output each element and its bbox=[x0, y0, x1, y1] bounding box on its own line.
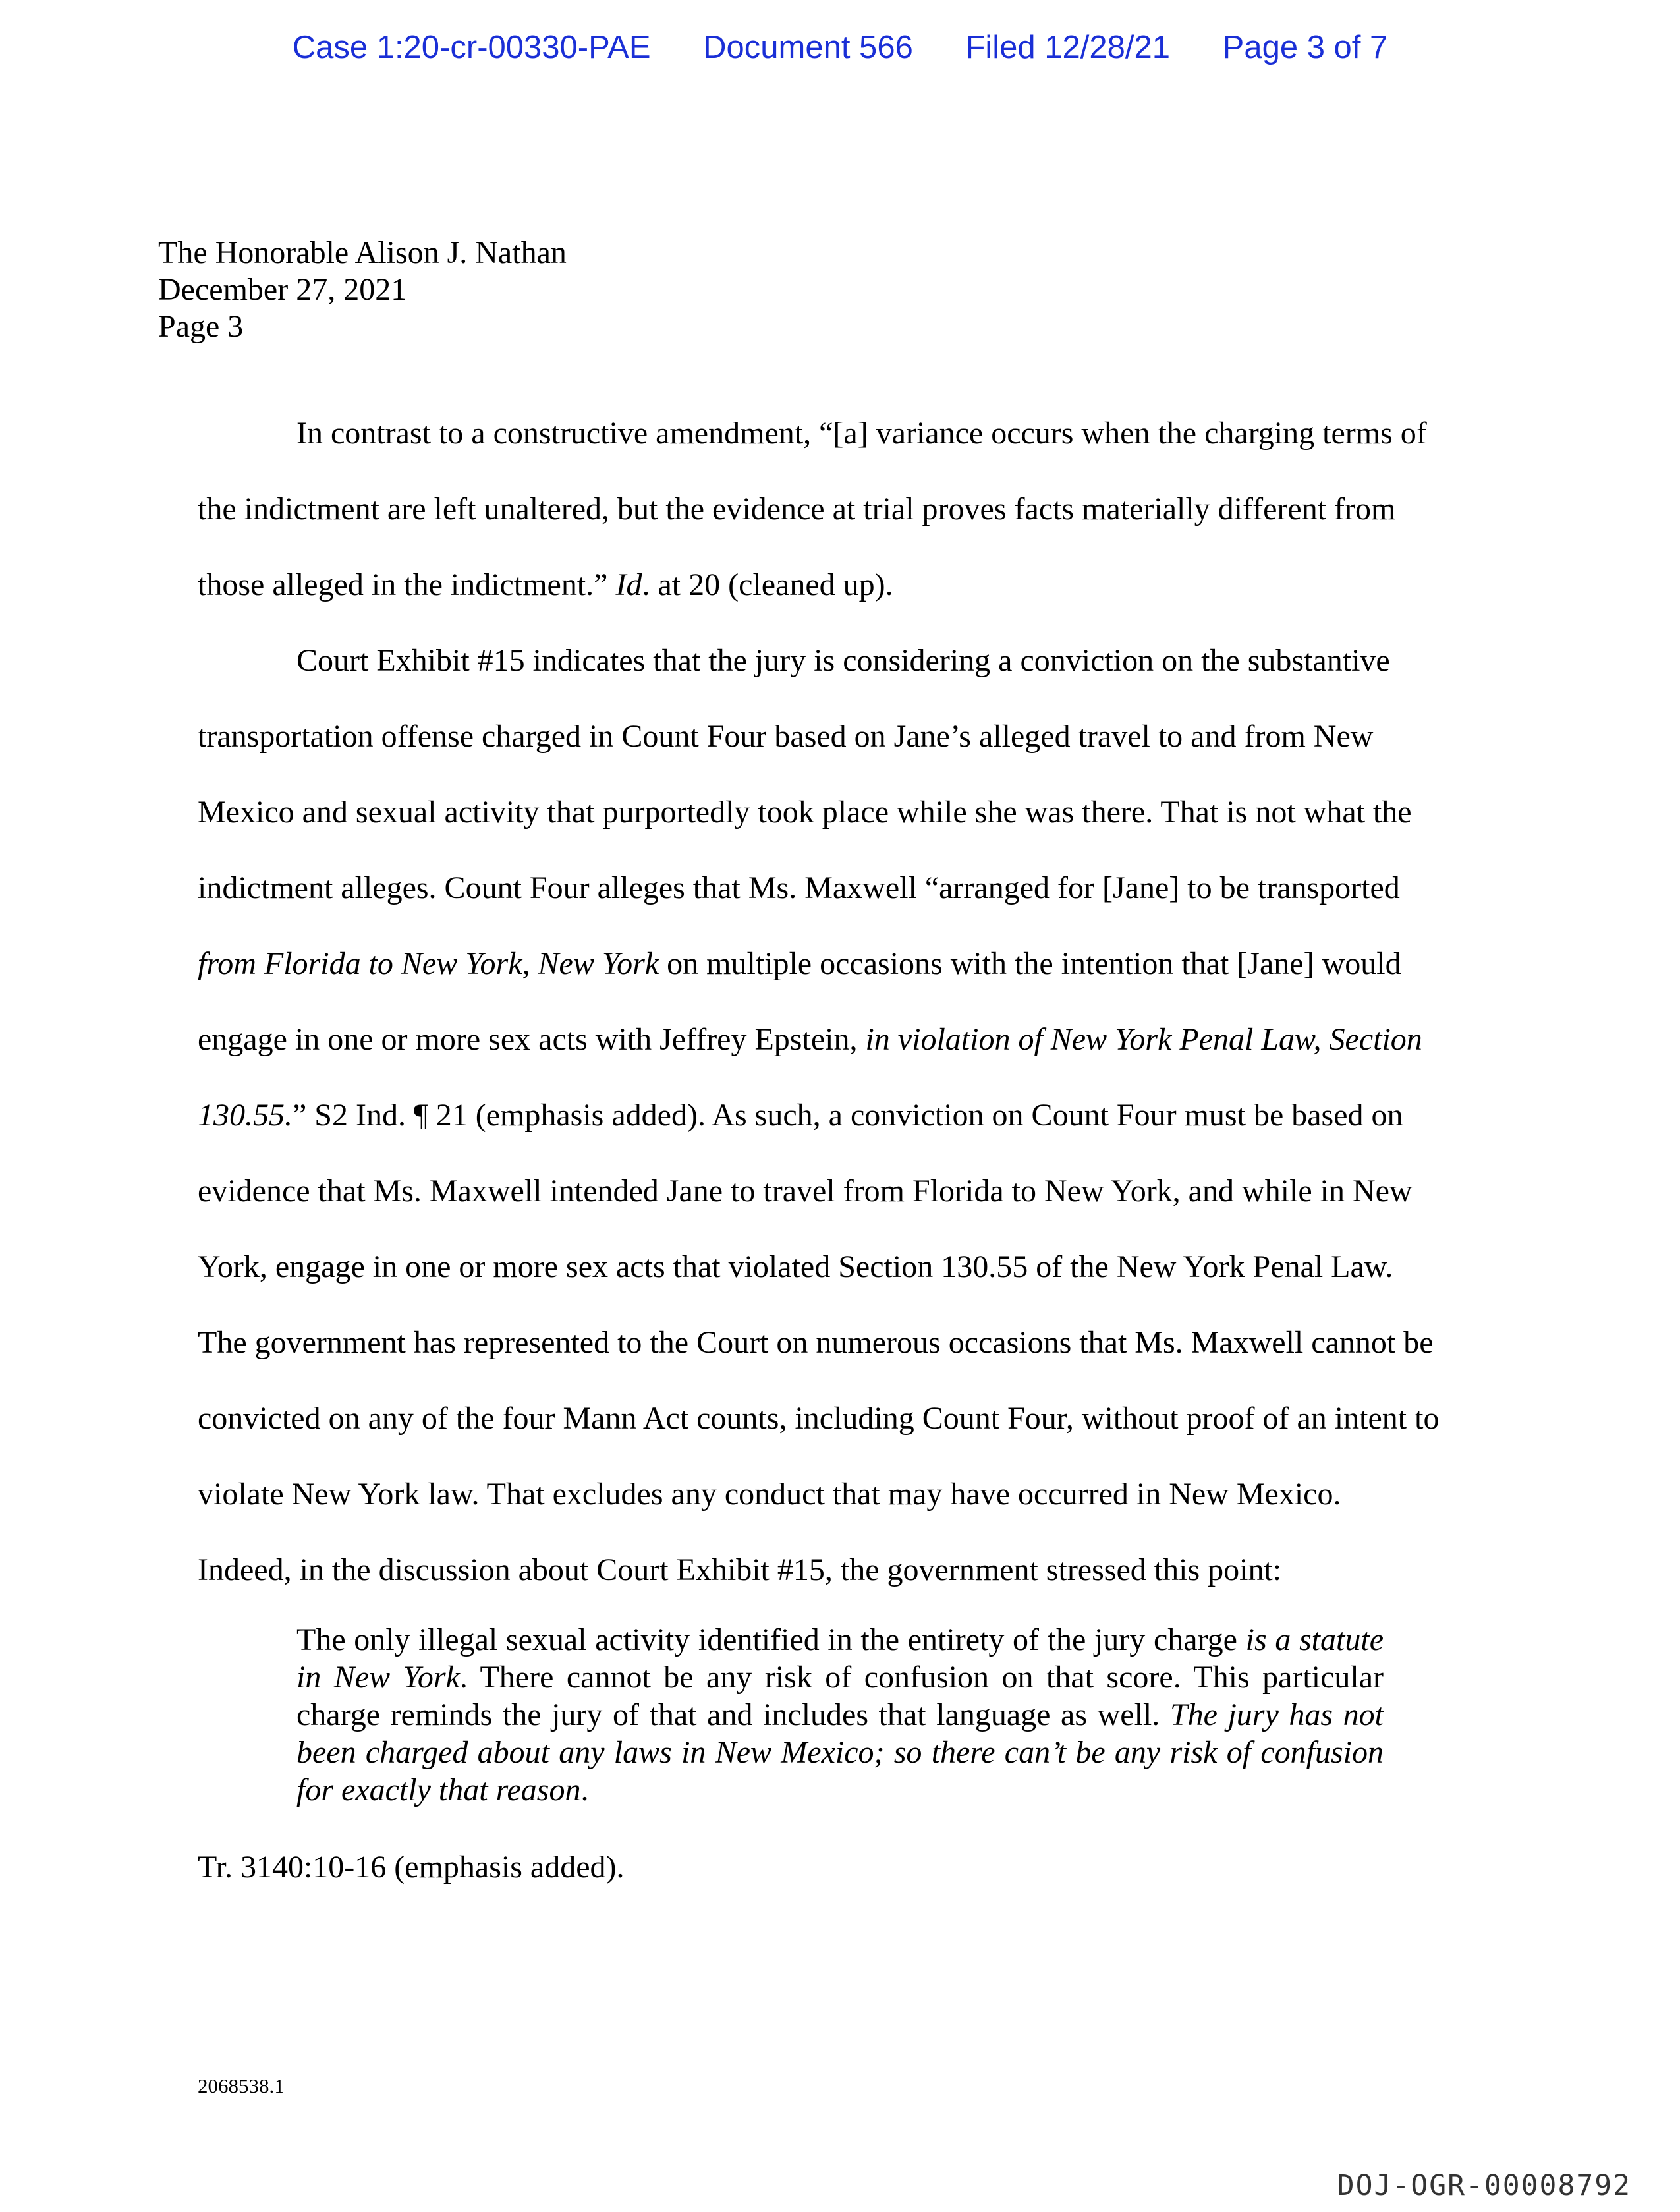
paragraph-variance bbox=[198, 395, 1496, 623]
bates-number: DOJ-OGR-00008792 bbox=[1337, 2169, 1631, 2202]
italic-citation: Id bbox=[615, 567, 642, 602]
letter-page-number: Page 3 bbox=[158, 309, 244, 344]
paragraph-line: evidence that Ms. Maxwell intended Jane to travel from Florida to New York, and while in New bbox=[198, 1174, 1413, 1208]
page-count: Page 3 of 7 bbox=[1222, 30, 1388, 65]
court-filing-header bbox=[0, 29, 1680, 66]
recipient-name: The Honorable Alison J. Nathan bbox=[158, 235, 567, 270]
document-id: 2068538.1 bbox=[198, 2074, 285, 2097]
paragraph-line bbox=[198, 1077, 1496, 1153]
case-number: Case 1:20-cr-00330-PAE bbox=[292, 30, 651, 65]
paragraph-line: In contrast to a constructive amendment, “[a] variance occurs when the charging terms of bbox=[296, 416, 1427, 451]
paragraph-court-exhibit bbox=[198, 623, 1496, 1608]
text-run: ” S2 Ind. ¶ 21 (emphasis added). As such, a conviction on Count Four must be based on bbox=[293, 1098, 1403, 1133]
text-run: . at 20 (cleaned up). bbox=[642, 567, 893, 602]
quote-text: . There cannot be any risk of confusion on that score. This particular charge reminds the jury of that and includes that language as well. bbox=[296, 1660, 1384, 1732]
text-run: engage in one or more sex acts with Jeffrey Epstein, bbox=[198, 1022, 866, 1057]
paragraph-line: the indictment are left unaltered, but the evidence at trial proves facts materially different from bbox=[198, 492, 1396, 526]
italic-emphasis: 130.55. bbox=[198, 1098, 293, 1133]
letter-date: December 27, 2021 bbox=[158, 272, 407, 307]
italic-emphasis: from Florida to New York, New York bbox=[198, 946, 659, 981]
quote-italic: is a statute in New York bbox=[296, 1622, 1384, 1695]
paragraph-line bbox=[198, 547, 1496, 623]
block-quote bbox=[296, 1621, 1384, 1809]
address-block bbox=[158, 235, 567, 345]
filed-date: Filed 12/28/21 bbox=[965, 30, 1171, 65]
text-run: those alleged in the indictment.” bbox=[198, 567, 616, 602]
transcript-citation: Tr. 3140:10-16 (emphasis added). bbox=[198, 1850, 625, 1885]
document-number: Document 566 bbox=[703, 30, 913, 65]
paragraph-line bbox=[198, 926, 1496, 1002]
quote-text: The only illegal sexual activity identified in the entirety of the jury charge bbox=[296, 1622, 1246, 1657]
paragraph-line: violate New York law. That excludes any conduct that may have occurred in New Mexico. bbox=[198, 1477, 1341, 1512]
paragraph-line: convicted on any of the four Mann Act counts, including Count Four, without proof of an intent to bbox=[198, 1401, 1440, 1436]
text-run: on multiple occasions with the intention that [Jane] would bbox=[659, 946, 1401, 981]
paragraph-line: Court Exhibit #15 indicates that the jury is considering a conviction on the substantive bbox=[296, 643, 1390, 678]
paragraph-line: Mexico and sexual activity that purportedly took place while she was there. That is not what the bbox=[198, 795, 1412, 830]
quote-text: . bbox=[580, 1772, 589, 1807]
paragraph-line: Indeed, in the discussion about Court Exhibit #15, the government stressed this point: bbox=[198, 1552, 1282, 1587]
paragraph-line: transportation offense charged in Count Four based on Jane’s alleged travel to and from New bbox=[198, 719, 1374, 754]
paragraph-line: indictment alleges. Count Four alleges that Ms. Maxwell “arranged for [Jane] to be transported bbox=[198, 870, 1400, 905]
paragraph-line bbox=[198, 1002, 1496, 1077]
paragraph-line: York, engage in one or more sex acts that violated Section 130.55 of the New York Penal Law. bbox=[198, 1249, 1393, 1284]
italic-emphasis: in violation of New York Penal Law, Section bbox=[865, 1022, 1422, 1057]
quote-italic: The jury has not been charged about any laws in New Mexico; so there can’t be any risk of confusion for exactly that reason bbox=[296, 1697, 1384, 1807]
paragraph-line: The government has represented to the Court on numerous occasions that Ms. Maxwell cannot be bbox=[198, 1325, 1434, 1360]
